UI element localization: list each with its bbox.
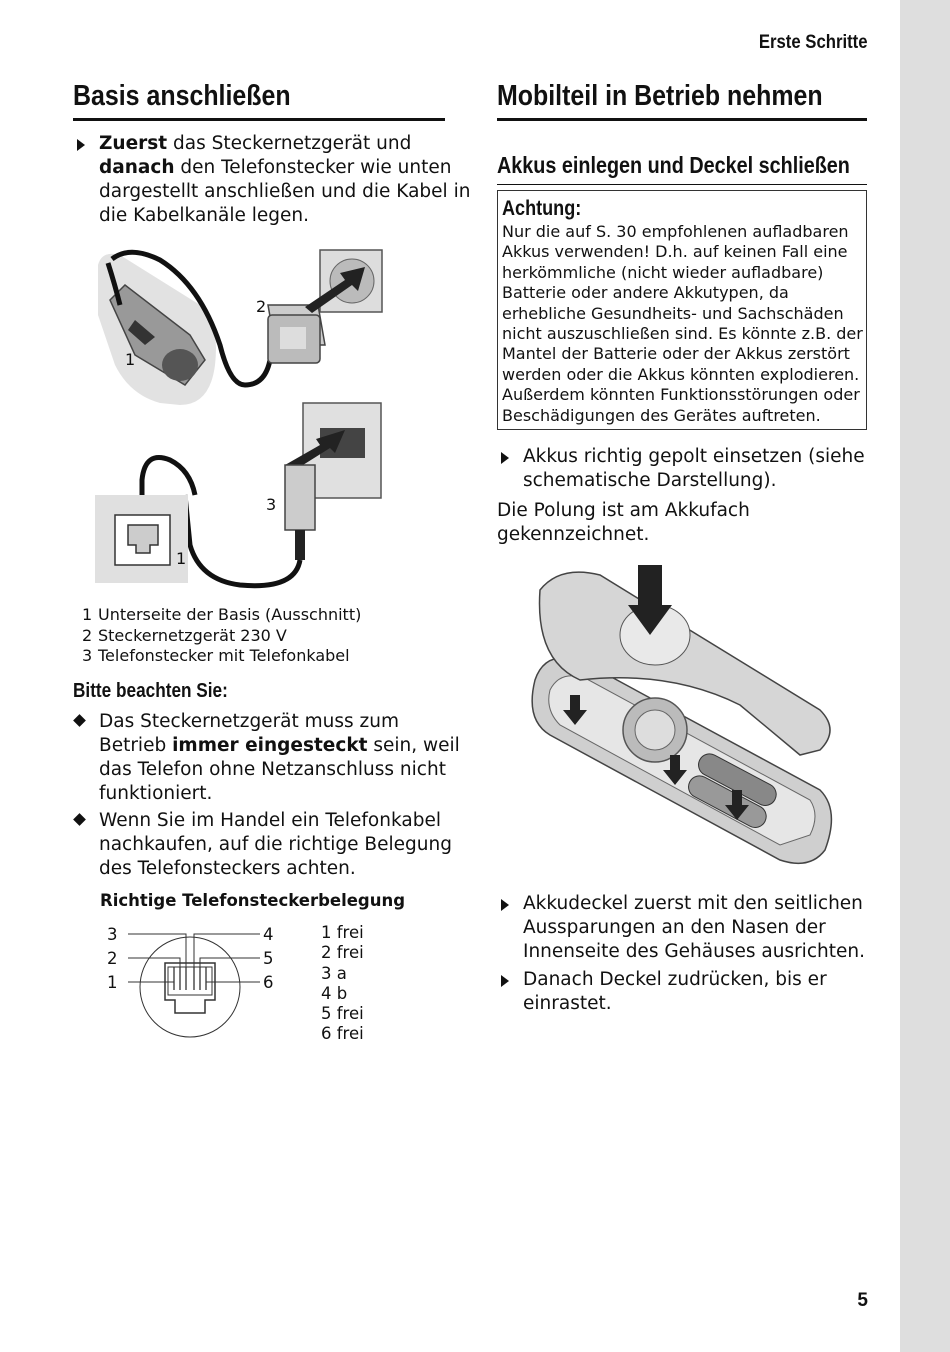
base-connection-illustration xyxy=(90,245,390,590)
right-title-rule xyxy=(497,118,867,121)
running-header: Erste Schritte xyxy=(759,32,868,53)
pin-assignment: 3 a xyxy=(321,963,347,983)
subsection-rule xyxy=(497,184,867,185)
step-arrow-icon xyxy=(77,139,85,151)
pin-number: 1 xyxy=(107,973,118,992)
caption-item: 1 Unterseite der Basis (Ausschnitt) xyxy=(82,605,362,624)
pin-assignment: 4 b xyxy=(321,983,348,1003)
left-title-rule xyxy=(73,118,445,121)
note-bullet-power: Das Steckernetzgerät muss zum Betrieb immer eingesteckt sein, weil das Telefon ohne Netzanschluss nicht funktioniert. xyxy=(73,710,471,806)
step-bold-first: Zuerst xyxy=(99,133,168,154)
right-step-insert-batteries: Akkus richtig gepolt einsetzen (siehe schematische Darstellung). xyxy=(497,445,893,493)
right-subsection-title: Akkus einlegen und Deckel schließen xyxy=(497,152,850,178)
pin-assignment: 2 frei xyxy=(321,943,364,963)
pin-number: 4 xyxy=(263,925,274,944)
pinout-diagram xyxy=(120,925,260,1050)
note-bullet-cable: Wenn Sie im Handel ein Telefonkabel nachkaufen, auf die richtige Belegung des Telefonsteckers achten. xyxy=(73,809,471,881)
pin-number: 6 xyxy=(263,973,274,992)
bullet-bold: immer eingesteckt xyxy=(172,735,368,756)
figure-label-1-bottom: 1 xyxy=(176,549,187,568)
diamond-bullet-icon xyxy=(73,813,86,826)
right-section-title: Mobilteil in Betrieb nehmen xyxy=(497,80,823,112)
caption-item: 2 Steckernetzgerät 230 V xyxy=(82,625,287,645)
note-title: Bitte beachten Sie: xyxy=(73,680,228,702)
step-bold-then: danach xyxy=(99,157,175,178)
pin-assignment: 1 frei xyxy=(321,923,364,942)
step-text-a: das Steckernetzgerät und xyxy=(167,133,412,154)
step-arrow-icon xyxy=(501,975,509,987)
handset-battery-illustration xyxy=(520,560,840,885)
step-arrow-icon xyxy=(501,452,509,464)
figure-caption-list xyxy=(82,605,361,667)
right-step-close-cover: Danach Deckel zudrücken, bis er einrastet. xyxy=(497,968,898,1016)
left-step-connect xyxy=(73,132,471,228)
caption-item: 3 Telefonstecker mit Telefonkabel xyxy=(82,646,350,665)
diamond-bullet-icon xyxy=(73,714,86,727)
step-text-b: den Telefonstecker wie unten dargestellt anschließen und die Kabel in die Kabelkanäle legen. xyxy=(99,157,471,226)
figure-label-3: 3 xyxy=(266,495,277,514)
warning-title: Achtung: xyxy=(502,197,582,220)
pin-assignment: 5 frei xyxy=(321,1004,364,1024)
right-step-align-cover: Akkudeckel zuerst mit den seitlichen Aussparungen an den Nasen der Innenseite des Gehäuses ausrichten. xyxy=(497,892,898,964)
page-margin-strip xyxy=(900,0,950,1352)
pin-number: 5 xyxy=(263,949,274,968)
step-arrow-icon xyxy=(501,899,509,911)
pin-number: 3 xyxy=(107,925,118,944)
page-number: 5 xyxy=(857,1290,868,1311)
figure-label-2: 2 xyxy=(256,297,267,316)
warning-box xyxy=(497,190,867,430)
pinout-title: Richtige Telefonsteckerbelegung xyxy=(100,891,406,910)
pin-assignment: 6 frei xyxy=(321,1024,364,1044)
left-section-title: Basis anschließen xyxy=(73,80,291,112)
polarity-note: Die Polung ist am Akkufach gekennzeichnet. xyxy=(497,500,750,545)
warning-text: Nur die auf S. 30 empfohlenen aufladbaren Akkus verwenden! D.h. auf keinen Fall eine herkömmliche (nicht wieder aufladbare) Batterie oder andere Akkutypen, da erhebliche Gesundheits- und Sachschäden nicht auszuschließen sind. Es könnte z.B. der Mantel der Batterie oder der Akkus zerstört werden oder die Akkus könnten explodieren. Außerdem könnten Funktionsstörungen oder Beschädigungen des Gerätes auftreten. xyxy=(502,222,863,425)
pinout-assignment-list xyxy=(321,923,364,1045)
pin-number: 2 xyxy=(107,949,118,968)
figure-label-1-top: 1 xyxy=(125,350,136,369)
